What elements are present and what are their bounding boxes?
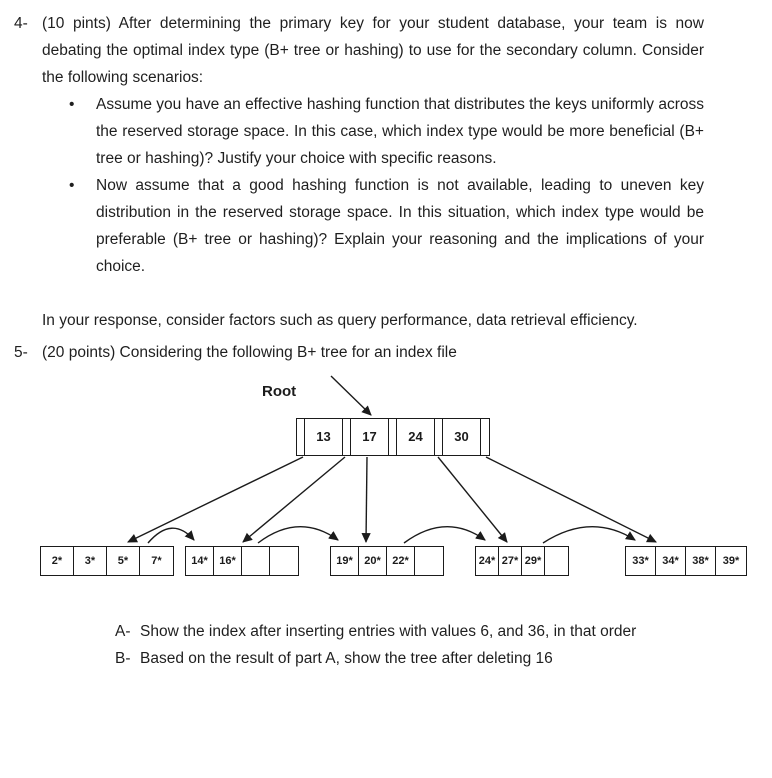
root-label: Root [262, 383, 297, 400]
leaf-node-1 [40, 546, 174, 576]
subpart-label: B- [115, 650, 131, 667]
bullet-item [42, 91, 704, 172]
pointer-cell [343, 419, 351, 455]
root-key-cell: 30 [443, 419, 481, 455]
root-node [296, 418, 490, 456]
question-4-intro: (10 pints) After determining the primary key for your student database, your team is now debating the optimal index type (B+ tree or hashing) to use for the secondary column. Consider the following scenarios: [42, 15, 704, 86]
bullet-text-2: Now assume that a good hashing function is not available, leading to uneven key distribution in the reserved storage space. In this situation, which index type would be preferable (B+ tree or hashing)? Explain your reasoning and the implications of your choice. [96, 177, 704, 275]
subpart-b [115, 645, 680, 672]
question-number: 4- [14, 15, 28, 32]
leaf-cell: 7* [151, 555, 162, 567]
pointer-cell [297, 419, 305, 455]
subparts [14, 618, 704, 672]
child-pointer-arrow [243, 457, 345, 542]
question-4-closing: In your response, consider factors such as query performance, data retrieval efficiency. [42, 312, 638, 329]
bullet-marker: • [69, 96, 75, 113]
leaf-node-2 [185, 546, 299, 576]
child-pointer-arrow [486, 457, 656, 542]
question-4 [14, 10, 704, 334]
leaf-cell: 20* [359, 547, 387, 575]
subpart-text: Show the index after inserting entries with values 6, and 36, in that order [140, 623, 637, 640]
leaf-cell [270, 547, 298, 575]
leaf-cell: 19* [331, 547, 359, 575]
leaf-cell: 5* [107, 547, 140, 575]
leaf-cell: 3* [74, 547, 107, 575]
bullet-marker: • [69, 177, 75, 194]
sibling-pointer-arc [258, 527, 338, 543]
bullet-item [42, 172, 704, 280]
leaf-cell: 24* [476, 547, 499, 575]
pointer-cell [389, 419, 397, 455]
pointer-cell [481, 419, 489, 455]
leaf-cell: 22* [387, 547, 415, 575]
question-5 [14, 339, 740, 672]
leaf-cell: 38* [686, 547, 716, 575]
leaf-cell: 39* [722, 555, 740, 567]
leaf-node-3 [330, 546, 444, 576]
leaf-node-4 [475, 546, 569, 576]
question-5-intro: (20 points) Considering the following B+ tree for an index file [42, 344, 457, 361]
leaf-cell: 27* [499, 547, 522, 575]
tree-edges [0, 374, 772, 612]
child-pointer-arrow [366, 457, 367, 542]
root-key-cell: 24 [397, 419, 435, 455]
subpart-text: Based on the result of part A, show the tree after deleting 16 [140, 650, 553, 667]
leaf-cell: 29* [522, 547, 545, 575]
leaf-cell [242, 547, 270, 575]
bplus-tree-diagram [0, 374, 772, 612]
root-key-cell: 13 [305, 419, 343, 455]
leaf-cell: 14* [186, 547, 214, 575]
subpart-a [115, 618, 680, 645]
leaf-cell: 33* [626, 547, 656, 575]
leaf-cell [545, 547, 568, 575]
pointer-cell [435, 419, 443, 455]
leaf-cell: 2* [41, 547, 74, 575]
root-pointer-arrow [331, 376, 371, 415]
bullet-text-1: Assume you have an effective hashing function that distributes the keys uniformly across the reserved storage space. In this case, which index type would be more beneficial (B+ tree or hashing)? Justify your choice with specific reasons. [96, 96, 704, 167]
leaf-cell: 34* [656, 547, 686, 575]
leaf-node-5 [625, 546, 747, 576]
sibling-pointer-arc [148, 528, 194, 543]
sibling-pointer-arc [404, 527, 485, 543]
bullet-list [42, 91, 704, 280]
leaf-cell [415, 547, 443, 575]
question-number: 5- [14, 344, 28, 361]
root-key-cell: 17 [351, 419, 389, 455]
child-pointer-arrow [438, 457, 507, 542]
child-pointer-arrow [128, 457, 303, 542]
leaf-cell: 16* [214, 547, 242, 575]
sibling-pointer-arc [543, 527, 635, 543]
subpart-label: A- [115, 623, 131, 640]
